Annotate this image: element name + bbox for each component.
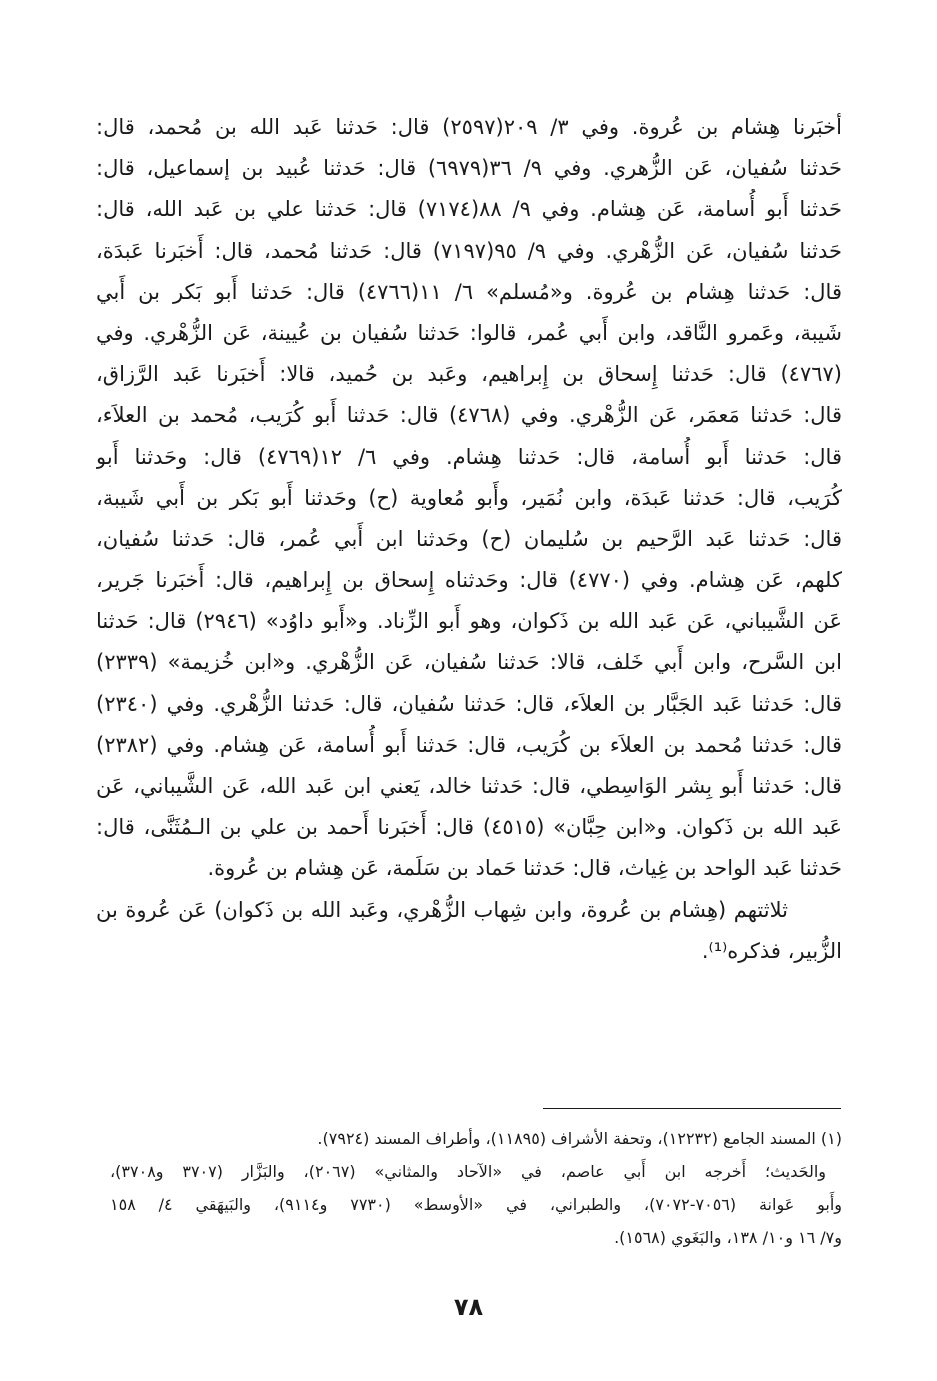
text-line: قال: حَدثنا مُحمد بن العلاَء بن كُرَيب، قال: حَدثنا أَبو أُسامة، عَن هِشام. وفي (٢٣٨٢) [96,732,842,757]
page-number: ٧٨ [453,1293,484,1321]
text-line: حَدثنا سُفيان، عَن الزُّهْري. وفي ٩/ ٩٥(٧١٩٧) قال: حَدثنا مُحمد، قال: أَخبَرنا عَبدَة، [96,238,842,263]
text-line: حَدثنا سُفيان، عَن الزُّهري. وفي ٩/ ٣٦(٦٩٧٩) قال: حَدثنا عُبيد بن إسماعيل، قال: [96,156,842,181]
main-text-block [96,107,842,972]
text-line: قال: حَدثنا مَعمَر، عَن الزُّهْري. وفي (٤٧٦٨) قال: حَدثنا أَبو كُرَيب، مُحمد بن العلاَء، [96,403,842,428]
text-line: كُرَيب، قال: حَدثنا عَبدَة، وابن نُمَير، وأَبو مُعاوية (ح) وحَدثنا أَبو بَكر بن أَبي شَيبة، [96,485,842,510]
text-line: قال: حَدثنا أَبو بِشر الوَاسِطي، قال: حَدثنا خالد، يَعني ابن عَبد الله، عَن الشَّيباني، عَن [96,774,842,798]
text-line: حَدثنا عَبد الواحد بن غِياث، قال: حَدثنا حَماد بن سَلَمة، عَن هِشام بن عُروة. [207,856,842,881]
footnote-divider [543,1108,841,1109]
text-line: قال: حَدثنا هِشام بن عُروة. و«مُسلم» ٦/ ١١(٤٧٦٦) قال: حَدثنا أَبو بَكر بن أَبي [96,279,842,304]
text-line: ثلاثتهم (هِشام بن عُروة، وابن شِهاب الزُّهْري، وعَبد الله بن ذَكوان) عَن عُروة بن [96,897,788,922]
text-line: قال: حَدثنا عَبد الرَّحيم بن سُليمان (ح) وحَدثنا ابن أَبي عُمر، قال: حَدثنا سُفيان، [96,526,842,551]
footnote-line: و٧/ ١٦ و١٠/ ١٣٨، والبَغَوي (١٥٦٨). [614,1228,842,1247]
text-line: ابن السَّرح، وابن أَبي خَلف، قالا: حَدثنا سُفيان، عَن الزُّهْري. و«ابن خُزيمة» (٢٣٣٩) [96,650,842,675]
text-line: عَبد الله بن ذَكوان. و«ابن حِبَّان» (٤٥١٥) قال: أَخبَرنا أَحمد بن علي بن الـمُثَنَّى، قال: [96,815,842,840]
text-line: أخبَرنا هِشام بن عُروة. وفي ٣/ ٢٠٩(٢٥٩٧) قال: حَدثنا عَبد الله بن مُحمد، قال: [96,115,842,139]
text-line: شَيبة، وعَمرو النَّاقد، وابن أَبي عُمر، قالوا: حَدثنا سُفيان بن عُيينة، عَن الزُّهْري. وفي [96,320,842,345]
text-line: حَدثنا أَبو أُسامة، عَن هِشام. وفي ٩/ ٨٨(٧١٧٤) قال: حَدثنا علي بن عَبد الله، قال: [96,197,842,222]
text-line: (٤٧٦٧) قال: حَدثنا إِسحاق بن إِبراهيم، وعَبد بن حُميد، قالا: أَخبَرنا عَبد الرَّزاق، [96,362,842,387]
text-line: قال: حَدثنا عَبد الجَبَّار بن العلاَء، قال: حَدثنا سُفيان، قال: حَدثنا الزُّهْري. وفي (٢٣٤٠) [96,691,842,716]
footnote-line: والحَديث؛ أَخرجه ابن أَبي عاصم، في «الآحاد والمثاني» (٢٠٦٧)، والبَزَّار (٣٧٠٧ و٣٧٠٨)، [110,1162,826,1181]
footnote-line: وأَبو عَوانة (٧٠٥٦-٧٠٧٢)، والطبراني، في «الأوسط» (٧٧٣٠ و٩١١٤)، والبَيهَقي ٤/ ١٥٨ [110,1195,842,1214]
text-line: الزُّبير، فذكره⁽¹⁾. [701,938,842,963]
footnotes-block [110,1122,842,1254]
text-line: كلهم، عَن هِشام. وفي (٤٧٧٠) قال: وحَدثناه إِسحاق بن إِبراهيم، قال: أَخبَرنا جَرير، [96,568,842,593]
footnote-line: (١) المسند الجامع (١٢٢٣٢)، وتحفة الأشراف (١١٨٩٥)، وأطراف المسند (٧٩٢٤). [317,1129,842,1148]
text-line: عَن الشَّيباني، عَن عَبد الله بن ذَكوان، وهو أَبو الزِّناد. و«أَبو داوُد» (٢٩٤٦) قال: حَدثنا [96,609,842,634]
text-line: قال: حَدثنا أَبو أُسامة، قال: حَدثنا هِشام. وفي ٦/ ١٢(٤٧٦٩) قال: وحَدثنا أَبو [96,444,842,469]
